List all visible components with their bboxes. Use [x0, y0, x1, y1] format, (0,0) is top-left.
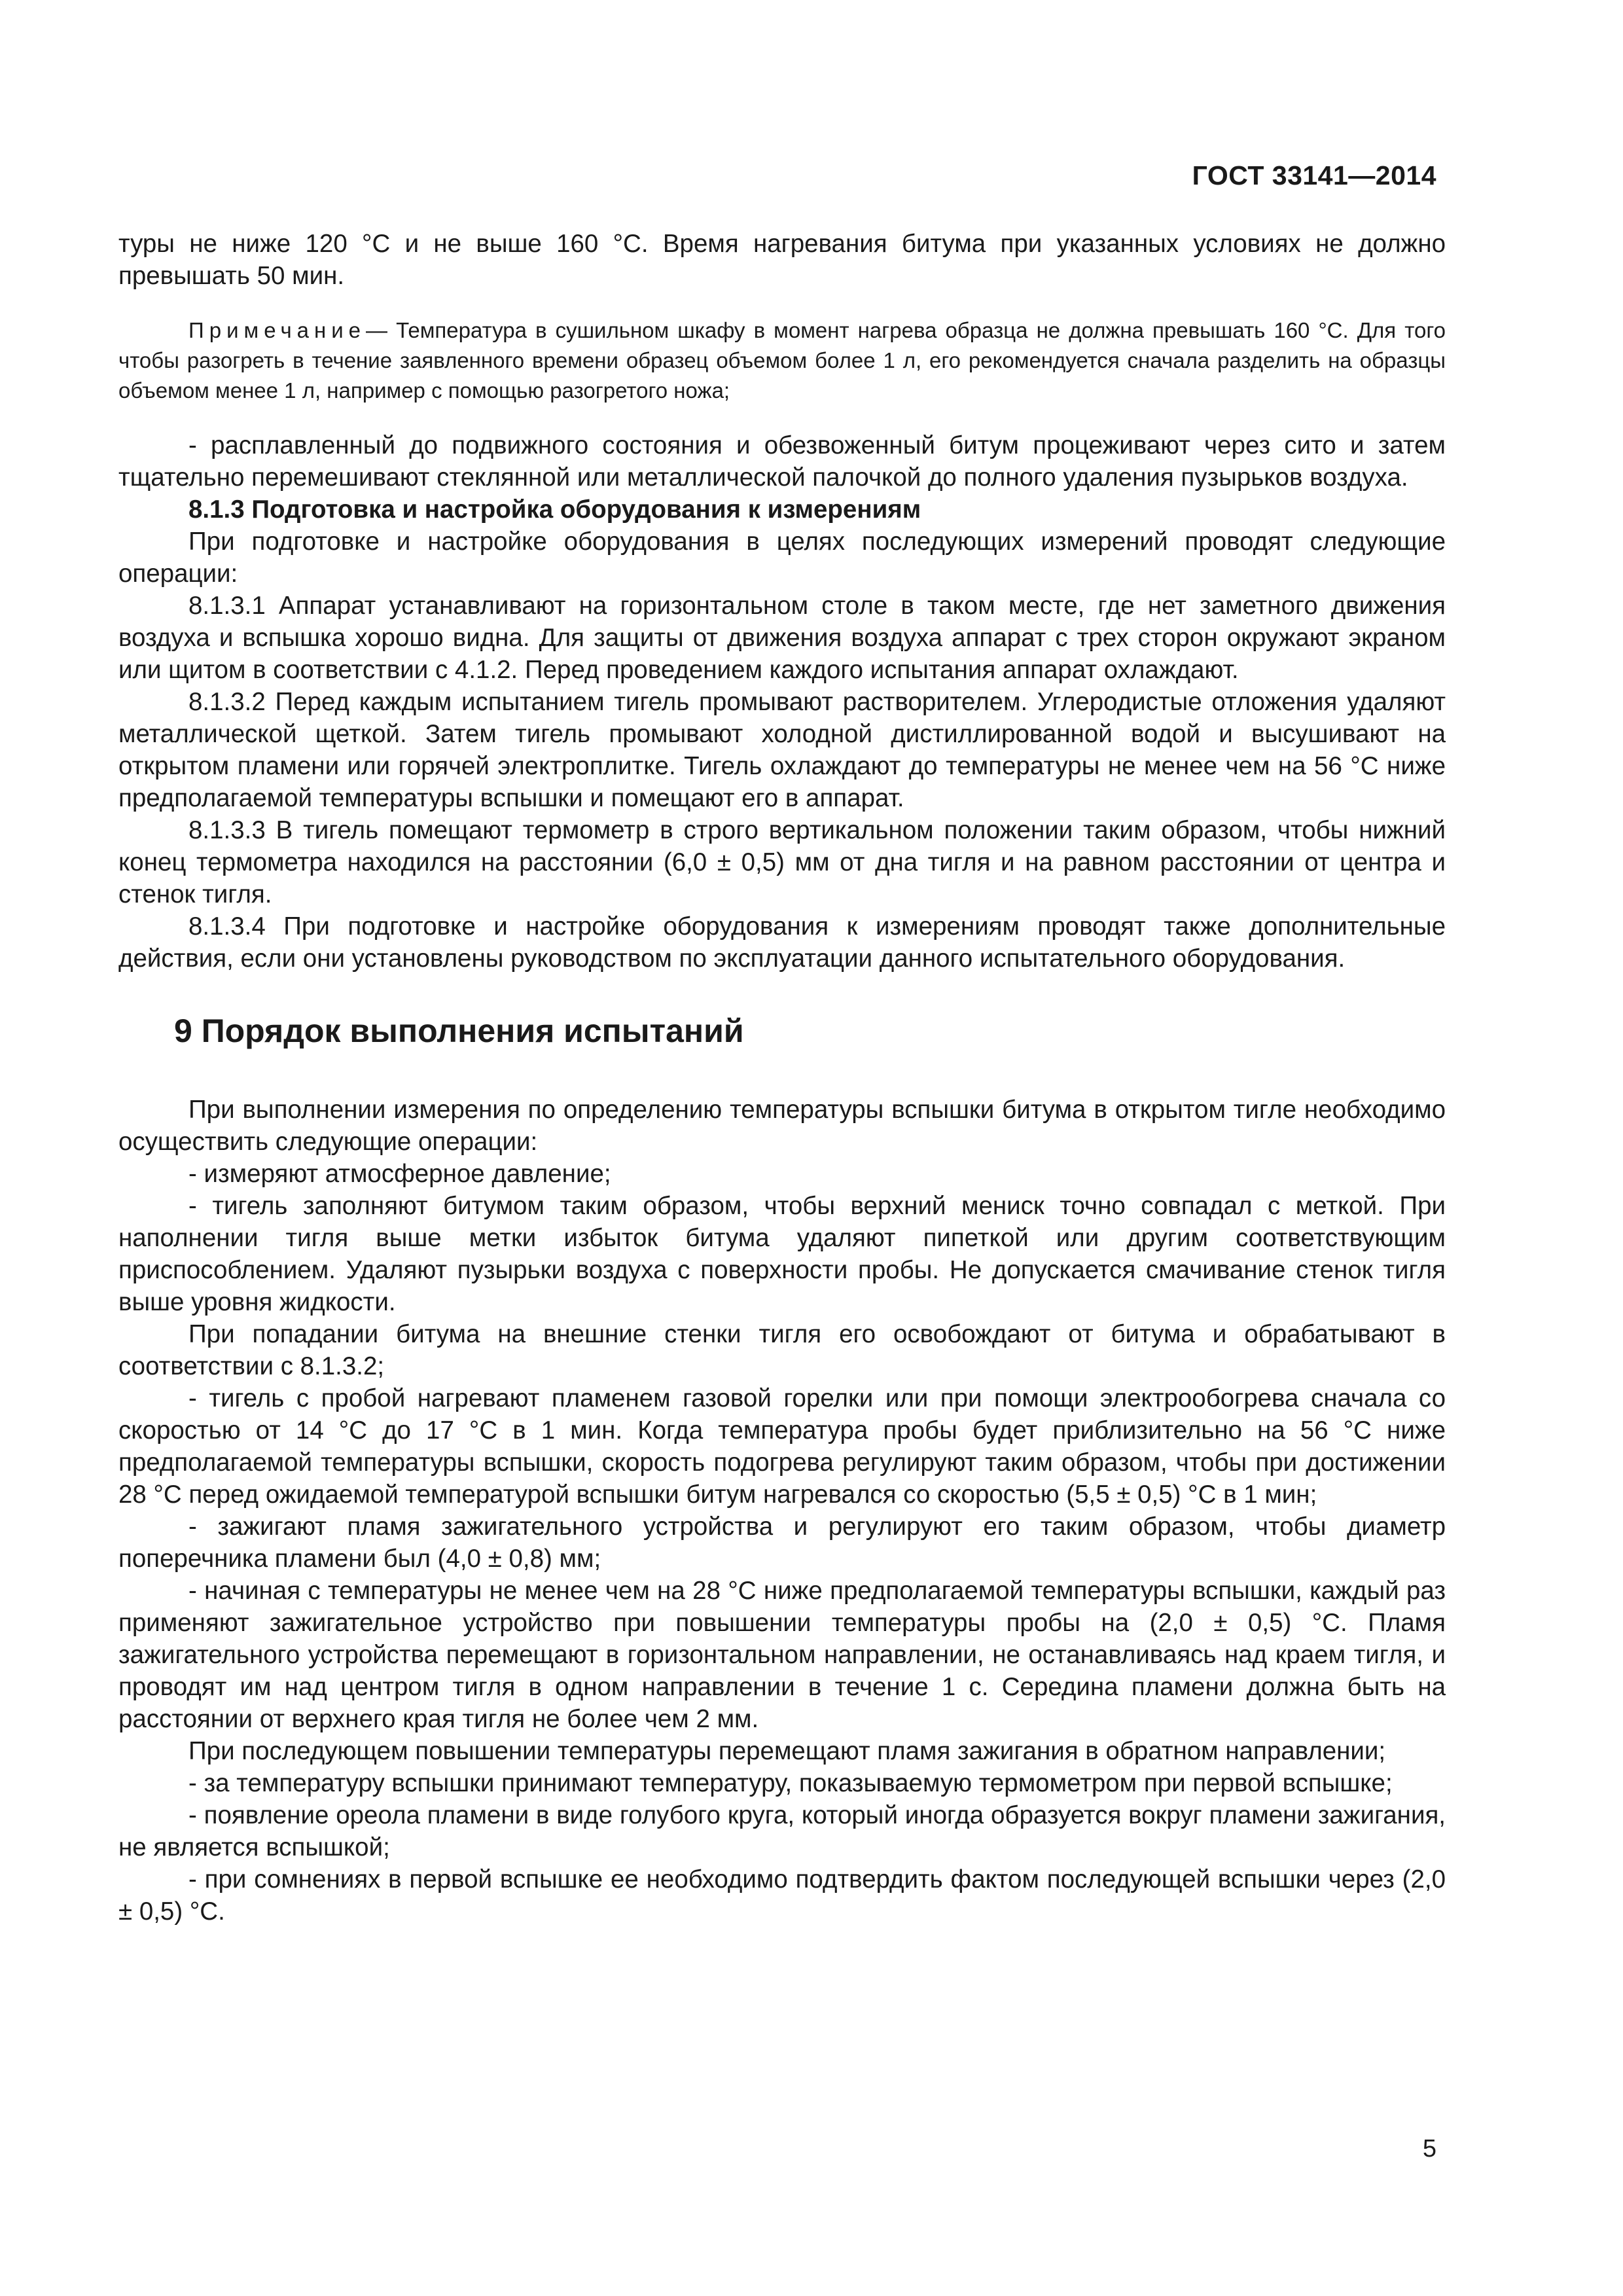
list-item-flash-temperature: - за температуру вспышки принимают температуру, показываемую термометром при первой вспышке; — [188, 1769, 1393, 1797]
note-label: Примечание — [188, 318, 366, 342]
list-item-apply-igniter: - начиная с температуры не менее чем на 28 °С ниже предполагаемой температуры вспышки, каждый раз применяют зажигательное устройство при повышении температуры пробы на (2,0 ± 0,5) °С. Пламя зажигательного устройства перемещают в горизонтальном направлении, не останавливаясь над краем тигля, и проводят им над центром тигля в одном направлении в течение 1 с. Середина пламени должна быть на расстоянии от верхнего края тигля не более чем 2 мм. — [118, 1577, 1446, 1733]
subsection-heading-8-1-3: 8.1.3 Подготовка и настройка оборудования к измерениям — [188, 495, 921, 524]
page-content — [118, 228, 1446, 1928]
list-item-heating: - тигель с пробой нагревают пламенем газовой горелки или при помощи электрообогрева сначала со скоростью от 14 °С до 17 °С в 1 мин. Когда температура пробы будет приблизительно на 56 °С ниже предполагаемой температуры вспышки, скорость подогрева регулируют таким образом, чтобы при достижении 28 °С перед ожидаемой температурой вспышки битум нагревался со скоростью (5,5 ± 0,5) °С в 1 мин; — [118, 1384, 1446, 1509]
note — [118, 315, 1446, 406]
list-item-fill-crucible: - тигель заполняют битумом таким образом, чтобы верхний мениск точно совпадал с меткой. При наполнении тигля выше метки избыток битума удаляют пипеткой или другим соответствующим приспособлением. Удаляют пузырьки воздуха с поверхности пробы. Не допускается смачивание стенок тигля выше уровня жидкости. — [118, 1192, 1446, 1316]
section-heading-9: 9 Порядок выполнения испытаний — [174, 1013, 744, 1049]
page-number: 5 — [1422, 2135, 1436, 2162]
paragraph-continuation: туры не ниже 120 °С и не выше 160 °С. Время нагревания битума при указанных условиях не должно превышать 50 мин. — [118, 230, 1446, 290]
paragraph-9-intro: При выполнении измерения по определению температуры вспышки битума в открытом тигле необходимо осуществить следующие операции: — [118, 1096, 1446, 1156]
paragraph-8-1-3-3: 8.1.3.3 В тигель помещают термометр в строго вертикальном положении таким образом, чтобы нижний конец термометра находился на расстоянии (6,0 ± 0,5) мм от дна тигля и на равном расстоянии от центра и стенок тигля. — [118, 816, 1446, 908]
note-text: — Температура в сушильном шкафу в момент нагрева образца не должна превышать 160 °С. Для того чтобы разогреть в течение заявленного времени образец объемом более 1 л, его рекомендуется сначала разделить на образцы объемом менее 1 л, например с помощью разогретого ножа; — [118, 318, 1446, 403]
paragraph-8-1-3-1: 8.1.3.1 Аппарат устанавливают на горизонтальном столе в таком месте, где нет заметного движения воздуха и вспышка хорошо видна. Для защиты от движения воздуха аппарат с трех сторон окружают экраном или щитом в соответствии с 4.1.2. Перед проведением каждого испытания аппарат охлаждают. — [118, 592, 1446, 684]
paragraph-reverse-direction: При последующем повышении температуры перемещают пламя зажигания в обратном направлении; — [188, 1737, 1386, 1765]
paragraph-8-1-3: При подготовке и настройке оборудования в целях последующих измерений проводят следующие операции: — [118, 528, 1446, 588]
list-item-halo: - появление ореола пламени в виде голубого круга, который иногда образуется вокруг пламени зажигания, не является вспышкой; — [118, 1801, 1446, 1861]
paragraph-outer-walls: При попадании битума на внешние стенки тигля его освобождают от битума и обрабатывают в соответствии с 8.1.3.2; — [118, 1320, 1446, 1380]
document-code: ГОСТ 33141—2014 — [1192, 160, 1436, 190]
paragraph-8-1-3-4: 8.1.3.4 При подготовке и настройке оборудования к измерениям проводят также дополнительные действия, если они установлены руководством по эксплуатации данного испытательного оборудования. — [118, 912, 1446, 973]
paragraph-8-1-3-2: 8.1.3.2 Перед каждым испытанием тигель промывают растворителем. Углеродистые отложения удаляют металлической щеткой. Затем тигель промывают холодной дистиллированной водой и высушивают на открытом пламени или горячей электроплитке. Тигель охлаждают до температуры не менее чем на 56 °С ниже предполагаемой температуры вспышки и помещают его в аппарат. — [118, 688, 1446, 812]
list-item-pressure: - измеряют атмосферное давление; — [188, 1160, 611, 1188]
paragraph-sieve: - расплавленный до подвижного состояния и обезвоженный битум процеживают через сито и затем тщательно перемешивают стеклянной или металлической палочкой до полного удаления пузырьков воздуха. — [118, 431, 1446, 492]
list-item-confirm-flash: - при сомнениях в первой вспышке ее необходимо подтвердить фактом последующей вспышки через (2,0 ± 0,5) °С. — [118, 1865, 1446, 1926]
list-item-ignite: - зажигают пламя зажигательного устройства и регулируют его таким образом, чтобы диаметр поперечника пламени был (4,0 ± 0,8) мм; — [118, 1513, 1446, 1573]
